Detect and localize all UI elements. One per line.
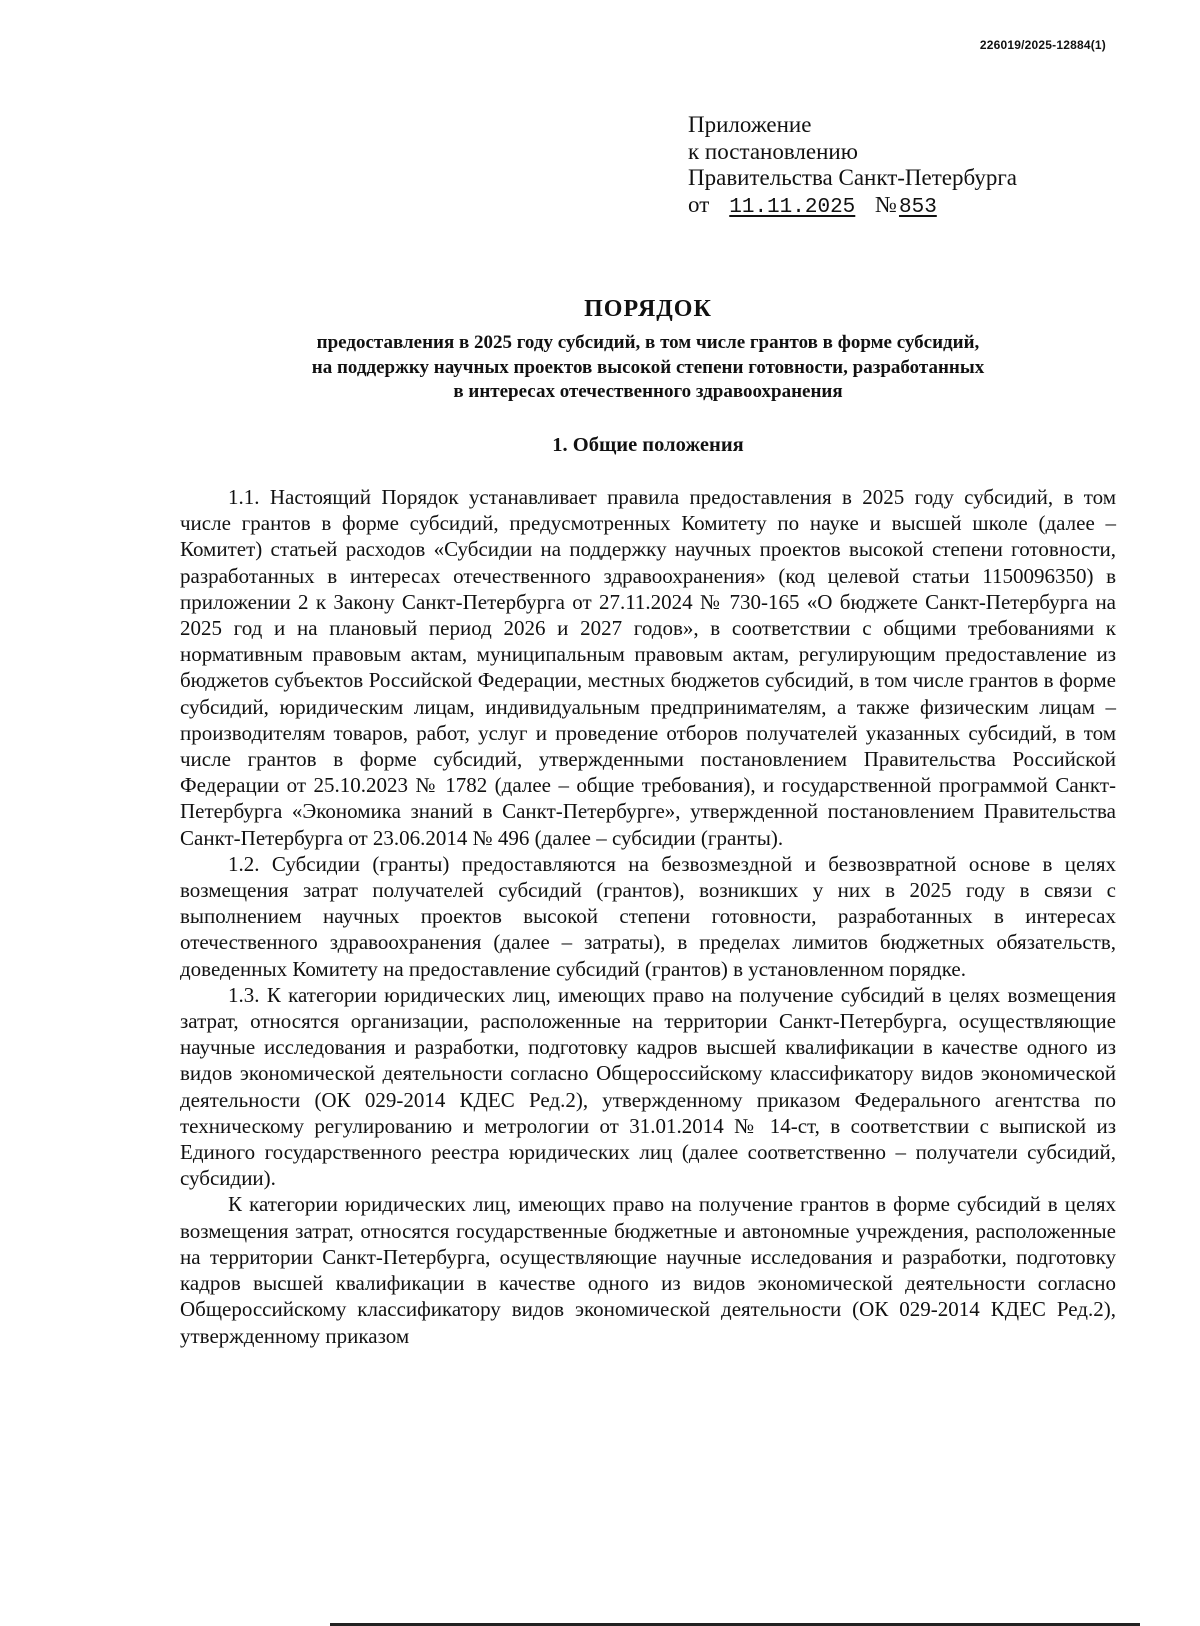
document-title-block [180,296,1116,405]
decree-date: 11.11.2025 [729,195,856,219]
document-body [180,484,1116,1349]
date-prefix: от [688,191,710,217]
subtitle-line: на поддержку научных проектов высокой степени готовности, разработанных [311,356,985,378]
decree-number: 853 [898,195,937,219]
appendix-line-1: Приложение [688,112,812,137]
paragraph-1-1: 1.1. Настоящий Порядок устанавливает правила предоставления в 2025 году субсидий, в том числе грантов в форме субсидий, предусмотренных Комитету по науке и высшей школе (далее – Комитет) статьей расходов «Субсидии на поддержку научных проектов высокой степени готовности, разработанных в интересах отечественного здравоохранения» (код целевой статьи 1150096350) в приложении 2 к Закону Санкт-Петербурга от 27.11.2024 № 730-165 «О бюджете Санкт-Петербурга на 2025 год и на плановый период 2026 и 2027 годов», в соответствии с общими требованиями к нормативным правовым актам, муниципальным правовым актам, регулирующим предоставление из бюджетов субъектов Российской Федерации, местных бюджетов субсидий, в том числе грантов в форме субсидий, юридическим лицам, индивидуальным предпринимателям, а также физическим лицам – производителям товаров, работ, услуг и проведение отборов получателей указанных субсидий, в том числе грантов в форме субсидий, утвержденными постановлением Правительства Российской Федерации от 25.10.2023 № 1782 (далее – общие требования), и государственной программой Санкт-Петербурга «Экономика знаний в Санкт-Петербурге», утвержденной постановлением Правительства Санкт-Петербурга от 23.06.2014 № 496 (далее – субсидии (гранты). [180,485,1116,850]
paragraph-1-3-continued: К категории юридических лиц, имеющих право на получение грантов в форме субсидий в целях возмещения затрат, относятся государственные бюджетные и автономные учреждения, расположенные на территории Санкт-Петербурга, осуществляющие научные исследования и разработки, подготовку кадров высшей квалификации в качестве одного из видов экономической деятельности согласно Общероссийскому классификатору видов экономической деятельности (ОК 029-2014 КДЕС Ред.2), утвержденному приказом [180,1192,1116,1348]
paragraph-1-2: 1.2. Субсидии (гранты) предоставляются на безвозмездной и безвозвратной основе в целях возмещения затрат получателей субсидий (грантов), возникших у них в 2025 году в связи с выполнением научных проектов высокой степени готовности, разработанных в интересах отечественного здравоохранения (далее – затраты), в пределах лимитов бюджетных обязательств, доведенных Комитету на предоставление субсидий (грантов) в установленном порядке. [180,851,1116,981]
subtitle-line: в интересах отечественного здравоохранения [453,381,843,402]
section-heading: 1. Общие положения [552,434,744,456]
number-prefix: № [875,191,897,217]
appendix-line-3: Правительства Санкт-Петербурга [688,165,1017,190]
subtitle-line: предоставления в 2025 году субсидий, в том числе грантов в форме субсидий, [316,332,980,353]
appendix-block [688,112,1017,221]
appendix-date-line [688,192,1017,222]
appendix-line-2: к постановлению [688,138,858,164]
document-registration-number: 226019/2025-12884(1) [979,38,1106,52]
paragraph-1-3: 1.3. К категории юридических лиц, имеющих право на получение субсидий в целях возмещения затрат, относятся организации, расположенные на территории Санкт-Петербурга, осуществляющие научные исследования и разработки, подготовку кадров высшей квалификации в качестве одного из видов экономической деятельности согласно Общероссийскому классификатору видов экономической деятельности (ОК 029-2014 КДЕС Ред.2), утвержденному приказом Федерального агентства по техническому регулированию и метрологии от 31.01.2014 № 14-ст, в соответствии с выпиской из Единого государственного реестра юридических лиц (далее соответственно – получатели субсидий, субсидии). [180,982,1116,1191]
document-title: ПОРЯДОК [584,296,712,322]
document-subtitle [180,331,1116,405]
